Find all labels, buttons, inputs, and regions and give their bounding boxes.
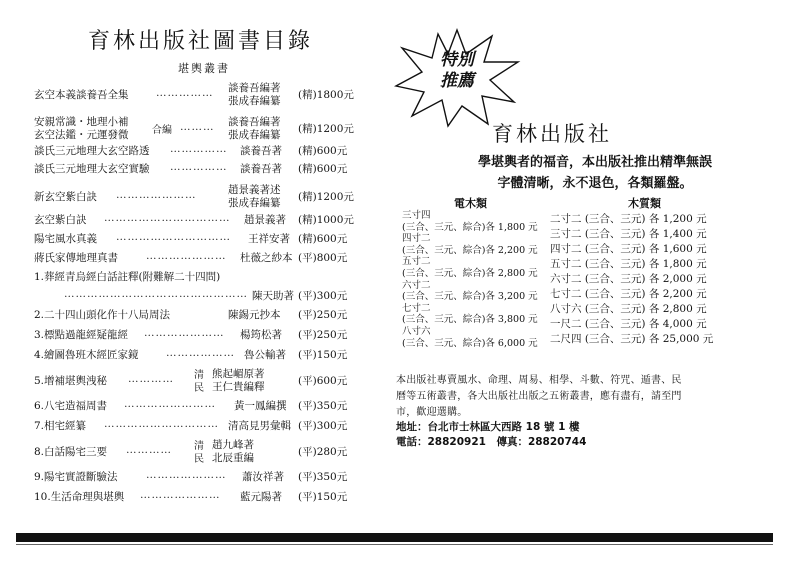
leader-dots: ………………………… <box>104 418 219 430</box>
book-editor: 藍元陽著 <box>240 491 282 503</box>
book-price: (平)350元 <box>298 400 348 412</box>
electric-heading: 電木類 <box>454 197 487 210</box>
book-editor: 陳錫元抄本 <box>228 309 281 321</box>
book-title: 陽宅風水真義 <box>34 233 97 245</box>
book-price: (精)600元 <box>298 145 348 157</box>
book-row <box>28 116 358 141</box>
bottom-rule <box>16 533 773 542</box>
book-price: (平)300元 <box>298 420 348 432</box>
book-row <box>28 158 358 178</box>
book-price: (精)1200元 <box>298 123 354 135</box>
book-row <box>28 266 358 304</box>
slogan <box>420 152 770 194</box>
book-row <box>28 344 358 364</box>
leader-dots: ………………………………………… <box>64 288 248 300</box>
book-note: 民 <box>194 383 204 394</box>
leader-dots: ………………… <box>146 250 227 262</box>
book-price: (平)280元 <box>298 446 348 458</box>
compass-size: 三寸四 <box>402 210 431 221</box>
store-intro <box>396 373 776 421</box>
slogan-line: 學堪輿者的福音，本出版社推出精準無誤 <box>477 155 712 170</box>
book-row <box>28 368 358 394</box>
book-editor: 趙景義著 <box>244 214 286 226</box>
book-editor: 北辰重編 <box>212 452 254 464</box>
book-title: 蔣氏家傳地理真書 <box>34 252 118 264</box>
book-row <box>28 304 358 324</box>
book-row <box>28 209 358 229</box>
compass-size: 七寸二 <box>402 302 431 314</box>
book-price: (平)250元 <box>298 309 348 321</box>
compass-item: 六寸二 (三合、三元) 各 2,000 元 <box>550 273 707 285</box>
book-row <box>28 228 358 248</box>
wood-heading: 木質類 <box>628 197 661 210</box>
book-price: (精)600元 <box>298 233 348 245</box>
book-title: 8.白話陽宅三要 <box>34 446 108 458</box>
publisher-name: 育林出版社 <box>492 122 612 146</box>
book-title: 安親常識・地理小補 <box>34 116 129 128</box>
compass-item: 二尺四 (三合、三元) 各 25,000 元 <box>550 333 714 345</box>
book-editor: 張成春編纂 <box>228 95 281 107</box>
book-editor: 杜薇之紗本 <box>240 252 293 264</box>
book-title: 談氏三元地理大玄空路透 <box>34 145 150 157</box>
book-editor: 蕭汝祥著 <box>242 471 284 483</box>
book-row <box>28 140 358 160</box>
slogan-line: 字體清晰，永不退色，各類羅盤。 <box>497 176 693 191</box>
intro-line: 本出版社專賣風水、命理、周易、相學、斗數、符咒、遁書、民 <box>396 375 682 386</box>
leader-dots: ……… <box>180 121 215 133</box>
book-price: (平)800元 <box>298 252 348 264</box>
book-title: 6.八宅造福周書 <box>34 400 108 412</box>
leader-dots: ………… <box>126 444 172 456</box>
compass-price: (三合、三元、綜合)各 2,800 元 <box>402 267 538 279</box>
leader-dots: …………… <box>170 161 228 173</box>
compass-size: 六寸二 <box>402 279 431 291</box>
book-title: 玄空紫白訣 <box>34 214 87 226</box>
compass-price: (三合、三元、綜合)各 6,000 元 <box>402 337 538 349</box>
compass-item: 三寸二 (三合、三元) 各 1,400 元 <box>550 228 707 240</box>
book-row <box>28 466 358 486</box>
book-title: 1.葬經青烏經白話註釋(附難解二十四問) <box>34 271 221 283</box>
book-price: (平)150元 <box>298 491 348 503</box>
book-price: (精)1800元 <box>298 89 354 101</box>
compass-size: 八寸六 <box>402 325 431 337</box>
book-editor: 王祥安著 <box>248 233 290 245</box>
compass-price: (三合、三元、綜合)各 2,200 元 <box>402 244 538 256</box>
leader-dots: ………… <box>128 373 174 385</box>
book-price: (平)150元 <box>298 349 348 361</box>
book-editor: 黃一鳳編撰 <box>234 400 287 412</box>
book-price: (平)250元 <box>298 329 348 341</box>
leader-dots: ………………… <box>146 469 227 481</box>
book-price: (精)600元 <box>298 163 348 175</box>
compass-item: 四寸二 (三合、三元) 各 1,600 元 <box>550 243 707 255</box>
bottom-rule-thin <box>16 544 773 545</box>
book-row <box>28 415 358 435</box>
leader-dots: ……………… <box>166 347 235 359</box>
leader-dots: ………………… <box>140 489 221 501</box>
leader-dots: ………………… <box>116 189 197 201</box>
book-editor: 談養吾著 <box>240 145 282 157</box>
book-editor: 談養吾著 <box>240 163 282 175</box>
book-editor: 熊起嵋原著 <box>212 368 265 380</box>
book-note: 合編 <box>152 125 172 136</box>
book-editor: 趙景義著述 <box>228 184 281 196</box>
intro-line: 曆等五術叢書，各大出版社出版之五術叢書，應有盡有，請至門 <box>396 391 682 402</box>
book-title: 玄空本義談養吾全集 <box>34 89 129 101</box>
book-price: (精)1000元 <box>298 214 354 226</box>
book-editor: 魯公輸著 <box>244 349 286 361</box>
book-editor: 趙九峰著 <box>212 439 254 451</box>
book-title: 3.標點過龍經疑龍經 <box>34 329 129 341</box>
book-editor: 王仁貴編釋 <box>212 381 265 393</box>
leader-dots: ………………… <box>144 327 225 339</box>
book-title: 9.陽宅實證斷驗法 <box>34 471 118 483</box>
compass-item: 一尺二 (三合、三元) 各 4,000 元 <box>550 318 707 330</box>
catalog-title: 育林出版社圖書目錄 <box>88 29 314 54</box>
book-note: 清 <box>194 370 204 381</box>
book-editor: 清高見男彙輯 <box>228 420 291 432</box>
compass-item: 二寸二 (三合、三元) 各 1,200 元 <box>550 213 707 225</box>
compass-item: 五寸二 (三合、三元) 各 1,800 元 <box>550 258 707 270</box>
leader-dots: ………………………… <box>116 231 231 243</box>
catalog-left-page <box>28 0 358 540</box>
book-price: (平)600元 <box>298 375 348 387</box>
compass-price: (三合、三元、綜合)各 1,800 元 <box>402 221 538 233</box>
book-price: (平)300元 <box>298 290 348 302</box>
compass-size: 四寸二 <box>402 233 431 245</box>
book-row <box>28 324 358 344</box>
book-editor: 談養吾編著 <box>228 116 281 128</box>
book-note: 清 <box>194 441 204 452</box>
book-editor: 楊筠松著 <box>240 329 282 341</box>
book-price: (精)1200元 <box>298 191 354 203</box>
compass-item: 八寸六 (三合、三元) 各 2,800 元 <box>550 303 707 315</box>
book-row <box>28 395 358 415</box>
book-editor: 談養吾編著 <box>228 82 281 94</box>
badge-line: 推薦 <box>440 71 474 91</box>
book-price: (平)350元 <box>298 471 348 483</box>
address: 地址：台北市士林區大西路 18 號 1 樓 <box>396 421 580 433</box>
book-editor: 張成春編纂 <box>228 197 281 209</box>
wood-compass-list <box>550 212 720 347</box>
book-row <box>28 247 358 267</box>
book-editor: 張成春編纂 <box>228 129 281 141</box>
book-title: 新玄空紫白訣 <box>34 191 97 203</box>
compass-price: (三合、三元、綜合)各 3,200 元 <box>402 291 538 303</box>
badge-line: 特別 <box>440 50 474 70</box>
badge-text <box>422 50 492 92</box>
book-title: 談氏三元地理大玄空實驗 <box>34 163 150 175</box>
catalog-right-page <box>392 0 772 540</box>
leader-dots: …………………… <box>124 398 216 410</box>
leader-dots: …………… <box>170 143 228 155</box>
book-note: 民 <box>194 454 204 465</box>
contact-info <box>396 420 736 450</box>
book-title: 2.二十四山頭化作十八局周法 <box>34 309 171 321</box>
book-title: 4.繪圖魯班木經匠家鏡 <box>34 349 139 361</box>
leader-dots: …………… <box>156 87 214 99</box>
electric-compass-list <box>402 210 562 349</box>
book-row <box>28 486 358 506</box>
book-row <box>28 184 358 209</box>
catalog-subtitle: 堪輿叢書 <box>178 62 230 75</box>
intro-line: 市，歡迎選購。 <box>396 407 468 418</box>
compass-price: (三合、三元、綜合)各 3,800 元 <box>402 314 538 326</box>
leader-dots: …………………………… <box>104 212 231 224</box>
book-title: 玄空法鑑・元運發微 <box>34 129 129 141</box>
book-title: 5.增補堪輿洩秘 <box>34 375 108 387</box>
book-editor: 陳天助著 <box>252 290 294 302</box>
phone-fax: 電話：28820921 傳真：28820744 <box>396 436 587 448</box>
book-row <box>28 439 358 465</box>
compass-size: 五寸二 <box>402 256 431 268</box>
book-row <box>28 82 358 107</box>
compass-item: 七寸二 (三合、三元) 各 2,200 元 <box>550 288 707 300</box>
book-title: 7.相宅經纂 <box>34 420 87 432</box>
book-title: 10.生活命理與堪輿 <box>34 491 125 503</box>
